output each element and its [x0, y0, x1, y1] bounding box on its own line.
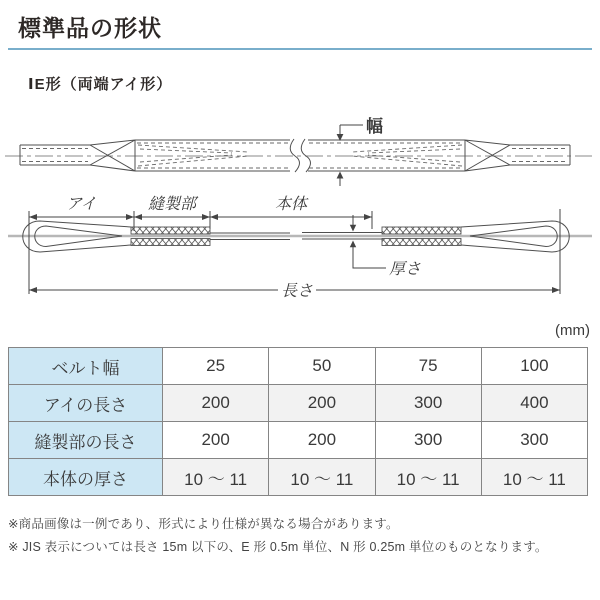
value-cell: 10 ～ 11: [481, 459, 587, 496]
page-title: 標準品の形状: [18, 15, 162, 41]
value-cell: 200: [269, 385, 375, 422]
value-cell: 200: [163, 385, 269, 422]
length-dimension: [29, 282, 560, 300]
value-cell: 400: [481, 385, 587, 422]
left-eye-strip: [20, 145, 90, 165]
thickness-label: 厚さ: [389, 261, 422, 278]
sling-top-view-diagram: [0, 110, 600, 200]
note-line: ※商品画像は一例であり、形式により仕様が異なる場合があります。: [8, 517, 399, 531]
section-subtitle: ⅠE形（両端アイ形）: [28, 76, 173, 93]
table-row: [9, 385, 588, 422]
row-header-cell: 本体の厚さ: [9, 459, 163, 496]
footnotes: [8, 513, 596, 559]
value-cell: 200: [269, 422, 375, 459]
body-label: 本体: [275, 196, 308, 213]
value-cell: 200: [163, 422, 269, 459]
value-cell: 300: [375, 422, 481, 459]
right-eye-strip: [510, 145, 570, 165]
row-header-cell: ベルト幅: [9, 348, 163, 385]
dimension-lines: [29, 195, 560, 294]
value-cell: 25: [163, 348, 269, 385]
sling-side-view-diagram: [0, 195, 600, 310]
title-underline: [8, 48, 592, 50]
note-line: ※ JIS 表示については長さ 15m 以下の、E 形 0.5m 単位、N 形 0.25m 単位のものとなります。: [8, 540, 548, 554]
value-cell: 50: [269, 348, 375, 385]
row-header-cell: 縫製部の長さ: [9, 422, 163, 459]
table-row: [9, 422, 588, 459]
value-cell: 300: [375, 385, 481, 422]
thickness-dimension: [350, 215, 421, 278]
value-cell: 10 ～ 11: [269, 459, 375, 496]
sewn-label: 縫製部: [148, 196, 197, 213]
row-header-cell: アイの長さ: [9, 385, 163, 422]
value-cell: 10 ～ 11: [163, 459, 269, 496]
value-cell: 10 ～ 11: [375, 459, 481, 496]
width-label: 幅: [366, 117, 383, 136]
unit-label: (mm): [555, 322, 590, 339]
table-row: [9, 459, 588, 496]
value-cell: 100: [481, 348, 587, 385]
value-cell: 300: [481, 422, 587, 459]
value-cell: 75: [375, 348, 481, 385]
table-row: [9, 348, 588, 385]
eye-label: アイ: [66, 196, 97, 213]
spec-table: [8, 347, 588, 496]
length-label: 長さ: [281, 283, 314, 300]
width-dimension: [337, 116, 383, 186]
